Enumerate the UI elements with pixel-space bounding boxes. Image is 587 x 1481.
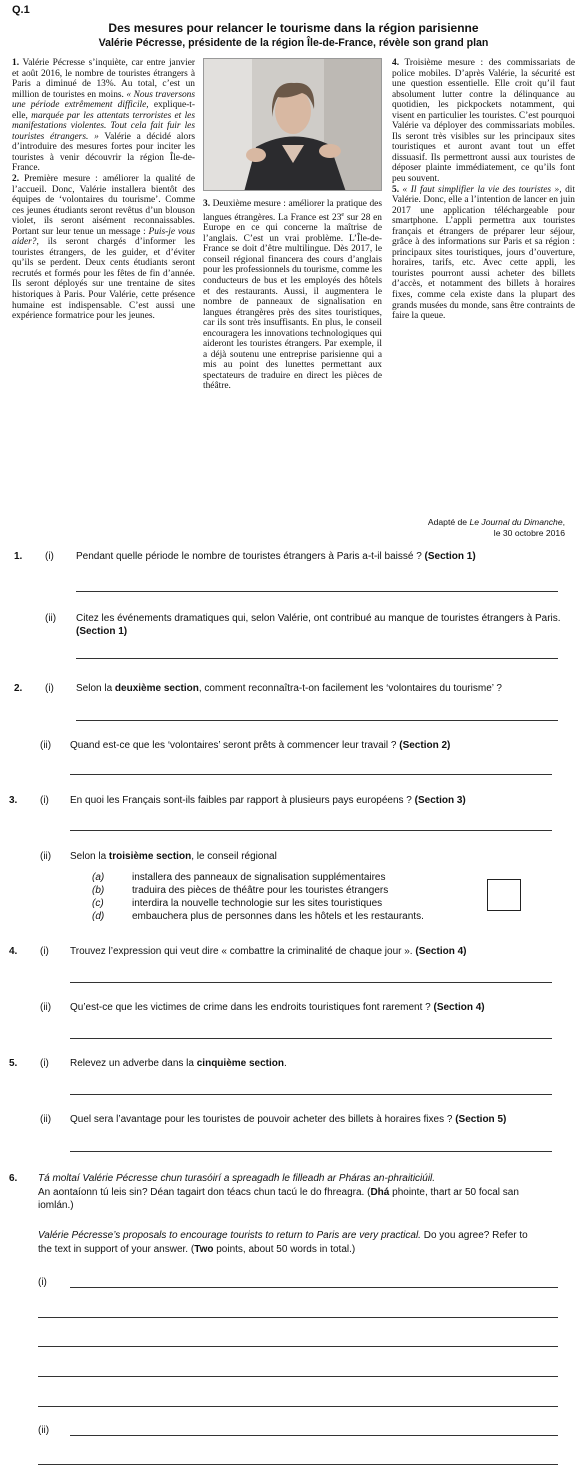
answer-line[interactable] xyxy=(38,1406,558,1407)
q3-number: 3. xyxy=(9,795,18,806)
q3-ii-text: Selon la troisième section, le conseil régional xyxy=(70,851,277,862)
answer-line[interactable] xyxy=(70,774,552,775)
q1-ii-text: Citez les événements dramatiques qui, selon Valérie, ont contribué au manque de touristes étrangers à Paris. (Section 1) xyxy=(76,613,561,637)
section-5: 5. « Il faut simplifier la vie des touristes », dit Valérie. Donc, elle a l’intention de lancer en juin 2017 une application téléchargeable pour smartphone. L’appli permettra aux touristes français et étrangers de préparer leur séjour, grâce à des informations sur Paris et sa région : principaux sites touristiques, jours d’ouverture, horaires, tarifs, etc. Avec cette appli, les touristes pourront aussi acheter des billets d’accès, et notamment des billets à horaires fixes, comme cela existe dans la plupart des grands musées du monde, sans être contraints de faire la queue. xyxy=(392,184,575,322)
q1-i-text: Pendant quelle période le nombre de touristes étrangers à Paris a-t-il baissé ? (Section 1) xyxy=(76,551,476,562)
article-column-3 xyxy=(392,58,575,322)
answer-line[interactable] xyxy=(38,1464,558,1465)
article-column-2 xyxy=(203,199,382,392)
section-2: 2. Première mesure : améliorer la qualité de l’accueil. Donc, Valérie installera bientôt des équipes de ‘volontaires du tourisme’. Comme ces jeunes étudiants seront revêtus d’un blouson violet, ils seront aisément reconnaissables. Portant sur leur tenue un message : Puis-je vous aider?, ils seront chargés d’informer les touristes étrangers, de les guider, et d’éviter qu’ils se perdent. Deux cents étudiants seront recrutés et formés pour les fêtes de fin d’année. Ils seront déployés sur une trentaine de sites historiques à Paris. Pour Valérie, cette présence humaine est indispensable. C’est aussi une expérience formatrice pour les jeunes. xyxy=(12,174,196,322)
q3-i-label: (i) xyxy=(40,795,49,806)
q3-option-b: (b) traduira des pièces de théâtre pour les touristes étrangers xyxy=(92,885,389,896)
q4-ii-label: (ii) xyxy=(40,1002,52,1013)
q5-ii-label: (ii) xyxy=(40,1114,52,1125)
q3-ii-label: (ii) xyxy=(40,851,52,862)
q3-option-c: (c) interdira la nouvelle technologie sur les sites touristiques xyxy=(92,898,383,909)
q4-i-label: (i) xyxy=(40,946,49,957)
q6-irish-text: Tá moltaí Valérie Pécresse chun turasóirí a spreagadh le filleadh ar Pháras an-phraiticiúil. An aontaíonn tú leis sin? Déan tagairt don téacs chun tacú le do fhreagra. (Dhá phointe, thart ar 50 focal san iomlán.) xyxy=(38,1173,519,1211)
answer-line[interactable] xyxy=(70,982,552,983)
q1-ii-label: (ii) xyxy=(45,613,57,624)
q2-i-label: (i) xyxy=(45,683,54,694)
article-title: Des mesures pour relancer le tourisme dans la région parisienne xyxy=(108,21,479,35)
answer-line[interactable] xyxy=(70,1038,552,1039)
q5-i-text: Relevez un adverbe dans la cinquième section. xyxy=(70,1058,287,1069)
q5-ii-text: Quel sera l’avantage pour les touristes de pouvoir acheter des billets à horaires fixes ? (Section 5) xyxy=(70,1114,507,1125)
q1-number: 1. xyxy=(14,551,23,562)
q2-ii-text: Quand est-ce que les ‘volontaires’ seront prêts à commencer leur travail ? (Section 2) xyxy=(70,740,451,751)
q6-ii-label: (ii) xyxy=(38,1425,50,1436)
answer-box[interactable] xyxy=(487,879,521,911)
answer-line[interactable] xyxy=(38,1317,558,1318)
photo-illustration xyxy=(204,59,382,191)
q2-number: 2. xyxy=(14,683,23,694)
q3-option-a: (a) installera des panneaux de signalisation supplémentaires xyxy=(92,872,386,883)
q3-i-text: En quoi les Français sont-ils faibles par rapport à plusieurs pays européens ? (Section 3) xyxy=(70,795,466,806)
article xyxy=(12,58,575,518)
answer-line[interactable] xyxy=(70,1287,558,1288)
answer-line[interactable] xyxy=(70,1435,558,1436)
source-credit: Adapté de Le Journal du Dimanche, le 30 octobre 2016 xyxy=(427,517,565,538)
q3-option-d: (d) embauchera plus de personnes dans les hôtels et les restaurants. xyxy=(92,911,424,922)
answer-line[interactable] xyxy=(70,830,552,831)
article-subtitle: Valérie Pécresse, présidente de la région Île-de-France, révèle son grand plan xyxy=(98,37,489,49)
answer-line[interactable] xyxy=(38,1376,558,1377)
q6-number: 6. xyxy=(9,1173,18,1184)
answer-line[interactable] xyxy=(76,591,558,592)
answer-line[interactable] xyxy=(76,658,558,659)
article-column-1 xyxy=(12,58,195,322)
answer-line[interactable] xyxy=(38,1346,558,1347)
portrait-photo xyxy=(203,58,382,191)
answer-line[interactable] xyxy=(70,1094,552,1095)
section-3: 3. Deuxième mesure : améliorer la pratique des langues étrangères. La France est 23e sur 28 en Europe en ce qui concerne la maîtrise de l’anglais. C’est un vrai problème. L’Île-de-France se doit d’être multilingue. Dès 2017, le conseil régional financera des cours d’anglais pour les professionnels du tourisme, comme les conducteurs de bus et les employés des hôtels et des restaurants. Aussi, il augmentera le nombre de panneaux de signalisation en langues étrangères près des sites touristiques, car ils sont très insuffisants. En plus, le conseil encouragera les innovations technologiques qui aideront les touristes étrangers. Par exemple, il a déjà soutenu une entreprise parisienne qui a mis au point des lunettes permettant aux spectateurs de traduire en direct les pièces de théâtre. xyxy=(203,199,382,392)
q6-english-text: Valérie Pécresse’s proposals to encourage tourists to return to Paris are very practical. Do you agree? Refer to the text in support of your answer. (Two points, about 50 words in total.) xyxy=(38,1230,528,1255)
q1-i-label: (i) xyxy=(45,551,54,562)
section-4: 4. Troisième mesure : des commissariats de police mobiles. D’après Valérie, la sécurité est une question essentielle. Elle croit qu’il faut absolument lutter contre la délinquance au quotidien, les pickpockets notamment, qui visent en particulier les touristes. C’est pourquoi Valérie va déployer des commissariats mobiles. Ils seront très visibles sur les principaux sites touristiques et auront avant tout un effet dissuasif. Ils permettront aussi aux touristes de déposer plainte immédiatement, ce qu’ils font peu souvent. xyxy=(392,58,575,185)
answer-line[interactable] xyxy=(70,1151,552,1152)
q4-number: 4. xyxy=(9,946,18,957)
q6-i-label: (i) xyxy=(38,1277,47,1288)
q5-number: 5. xyxy=(9,1058,18,1069)
q2-ii-label: (ii) xyxy=(40,740,52,751)
section-1: 1. Valérie Pécresse s’inquiète, car entre janvier et août 2016, le nombre de touristes étrangers à Paris a diminué de 13%. Au total, c’est un million de touristes en moins. « Nous traversons une période extrêmement difficile, explique-t-elle, marquée par les attentats terroristes et les manifestations violentes. Tout cela fait fuir les touristes étrangers. » Valérie a décidé alors d’introduire des mesures fortes pour inciter les touristes à venir découvrir la région Île-de-France. xyxy=(12,58,195,174)
q2-i-text: Selon la deuxième section, comment reconnaîtra-t-on facilement les ‘volontaires du tourisme’ ? xyxy=(76,683,502,694)
q4-ii-text: Qu’est-ce que les victimes de crime dans les endroits touristiques font rarement ? (Section 4) xyxy=(70,1002,485,1013)
question-number: Q.1 xyxy=(12,4,30,16)
q5-i-label: (i) xyxy=(40,1058,49,1069)
q4-i-text: Trouvez l’expression qui veut dire « combattre la criminalité de chaque jour ». (Section 4) xyxy=(70,946,467,957)
answer-line[interactable] xyxy=(76,720,558,721)
